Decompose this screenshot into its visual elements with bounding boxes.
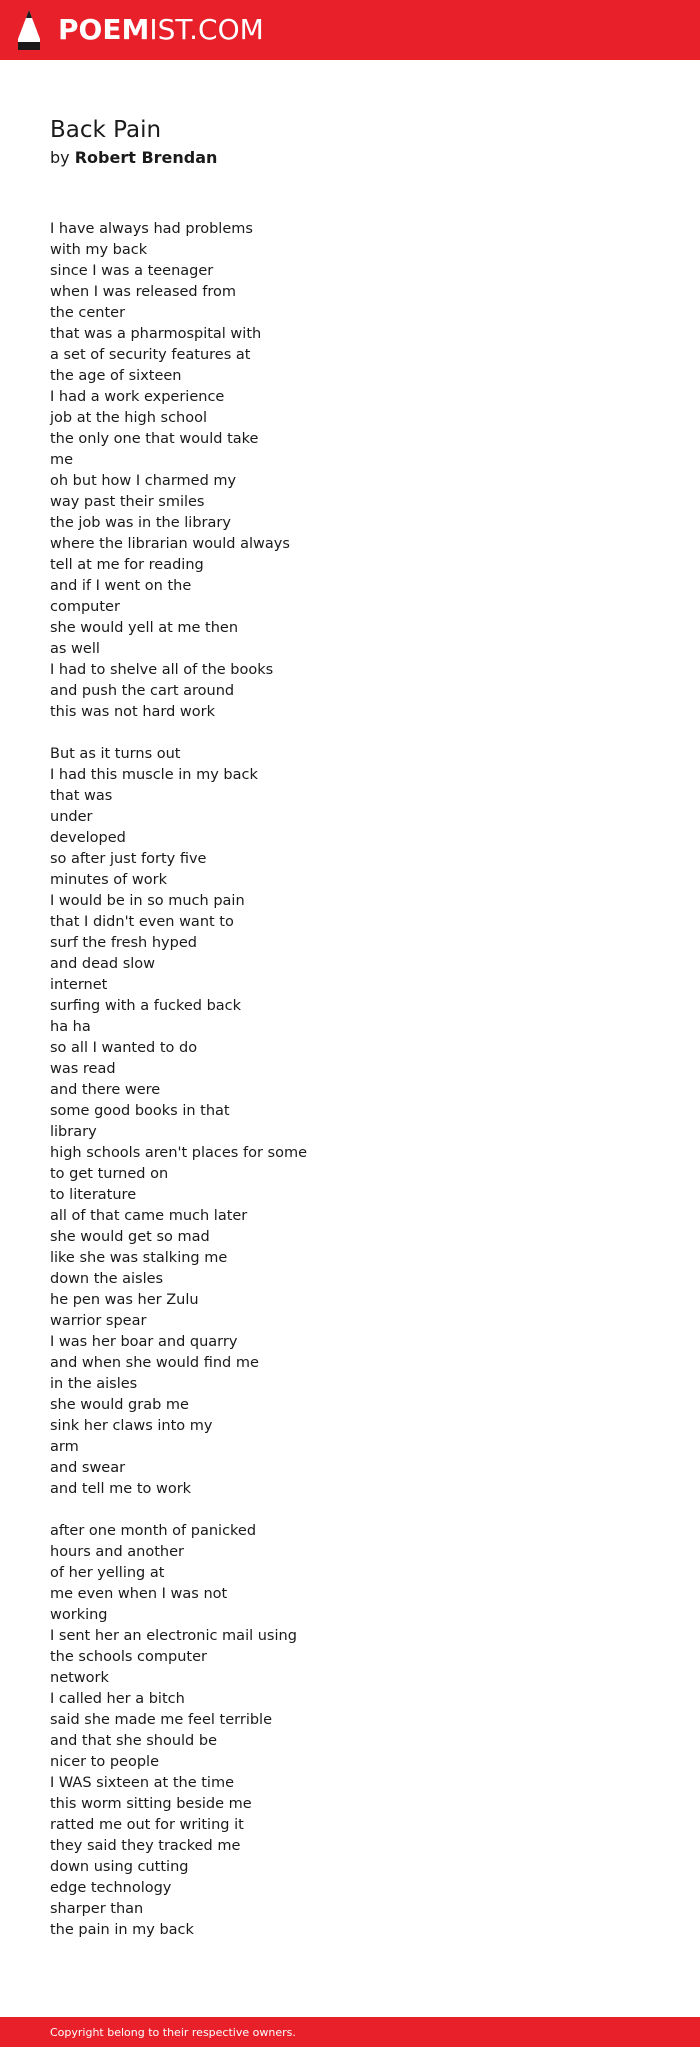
poem-line: the only one that would take [50, 431, 259, 447]
poem-line: where the librarian would always [50, 536, 290, 552]
poem-line: to get turned on [50, 1166, 169, 1182]
poem-line: I was her boar and quarry [50, 1334, 238, 1350]
poem-line: that was [50, 788, 113, 804]
poem-line: with my back [50, 242, 148, 258]
poem-line: I WAS sixteen at the time [50, 1775, 234, 1791]
poem-line: nicer to people [50, 1754, 159, 1770]
poem-line: and swear [50, 1460, 126, 1476]
poem-line: and push the cart around [50, 683, 235, 699]
poem-line: the age of sixteen [50, 368, 182, 384]
poem-line: warrior spear [50, 1313, 147, 1329]
poem-body [50, 219, 650, 1941]
poem-line: internet [50, 977, 108, 993]
poem-line: so after just forty five [50, 851, 207, 867]
poem-line: the pain in my back [50, 1922, 194, 1938]
poem-line: I had a work experience [50, 389, 225, 405]
poem-line: I sent her an electronic mail using [50, 1628, 297, 1644]
poem-line: like she was stalking me [50, 1250, 228, 1266]
poem-line: hours and another [50, 1544, 184, 1560]
poem-line: arm [50, 1439, 79, 1455]
poem-line: was read [50, 1061, 116, 1077]
poem-line: and dead slow [50, 956, 156, 972]
poem-line: developed [50, 830, 126, 846]
poem-line: way past their smiles [50, 494, 205, 510]
poem-byline [50, 147, 650, 169]
poem-line: high schools aren't places for some [50, 1145, 307, 1161]
poem-line: and tell me to work [50, 1481, 192, 1497]
poem-line: when I was released from [50, 284, 236, 300]
poem-line: this was not hard work [50, 704, 216, 720]
poem-line: and there were [50, 1082, 161, 1098]
poem-line: after one month of panicked [50, 1523, 257, 1539]
poem-line: network [50, 1670, 109, 1686]
poem-line: job at the high school [50, 410, 208, 426]
poem-line: and that she should be [50, 1733, 217, 1749]
stanza-gap [50, 723, 650, 744]
poem-line: sharper than [50, 1901, 144, 1917]
poem-line: and when she would find me [50, 1355, 259, 1371]
poem-line: she would grab me [50, 1397, 189, 1413]
poem-line: and if I went on the [50, 578, 192, 594]
poem-line: some good books in that [50, 1103, 230, 1119]
poem-line: that I didn't even want to [50, 914, 234, 930]
poem-line: surf the fresh hyped [50, 935, 197, 951]
site-footer [0, 2017, 700, 2047]
poem-line: so all I wanted to do [50, 1040, 198, 1056]
poem-line: the schools computer [50, 1649, 207, 1665]
poem-line: to literature [50, 1187, 137, 1203]
poem-line: sink her claws into my [50, 1418, 213, 1434]
poem-line: she would yell at me then [50, 620, 239, 636]
poem-line: me [50, 452, 74, 468]
poem-line: the center [50, 305, 126, 321]
site-header [0, 0, 700, 60]
poem-line: they said they tracked me [50, 1838, 241, 1854]
poem-line: I have always had problems [50, 221, 253, 237]
poem-line: the job was in the library [50, 515, 231, 531]
poem-line: this worm sitting beside me [50, 1796, 252, 1812]
poem-line: But as it turns out [50, 746, 181, 762]
poem-line: working [50, 1607, 108, 1623]
poem-line: he pen was her Zulu [50, 1292, 199, 1308]
logo-light-text: IST.COM [149, 13, 264, 46]
poem-line: that was a pharmospital with [50, 326, 262, 342]
poem-line: all of that came much later [50, 1208, 248, 1224]
poem-line: surfing with a fucked back [50, 998, 242, 1014]
poem-line: of her yelling at [50, 1565, 165, 1581]
poem-line: down using cutting [50, 1859, 189, 1875]
site-logo-text [58, 13, 264, 46]
poem-line: computer [50, 599, 120, 615]
poem-line: edge technology [50, 1880, 172, 1896]
poem-line: minutes of work [50, 872, 167, 888]
by-label: by [50, 148, 70, 167]
logo-bold-text: POEM [58, 13, 150, 46]
poem-line: since I was a teenager [50, 263, 214, 279]
poem-heading [50, 116, 650, 169]
poem-line: I had this muscle in my back [50, 767, 258, 783]
poem-line: a set of security features at [50, 347, 251, 363]
poem-line: under [50, 809, 93, 825]
poem-line: tell at me for reading [50, 557, 204, 573]
poem-line: I would be in so much pain [50, 893, 245, 909]
author-link[interactable]: Robert Brendan [74, 148, 218, 167]
poem-line: in the aisles [50, 1376, 138, 1392]
poem-line: ha ha [50, 1019, 91, 1035]
poem-line: I called her a bitch [50, 1691, 185, 1707]
poem-line: ratted me out for writing it [50, 1817, 244, 1833]
pencil-tip-icon [16, 9, 42, 51]
poem-line: as well [50, 641, 100, 657]
poem-line: I had to shelve all of the books [50, 662, 274, 678]
poem-line: library [50, 1124, 97, 1140]
site-logo-link[interactable] [16, 0, 264, 60]
poem-line: said she made me feel terrible [50, 1712, 272, 1728]
stanza-gap [50, 1500, 650, 1521]
poem-line: me even when I was not [50, 1586, 228, 1602]
poem-line: down the aisles [50, 1271, 164, 1287]
poem-line: oh but how I charmed my [50, 473, 237, 489]
copyright-text: Copyright belong to their respective owners. [50, 2025, 296, 2039]
poem-line: she would get so mad [50, 1229, 210, 1245]
poem-title: Back Pain [50, 117, 162, 143]
